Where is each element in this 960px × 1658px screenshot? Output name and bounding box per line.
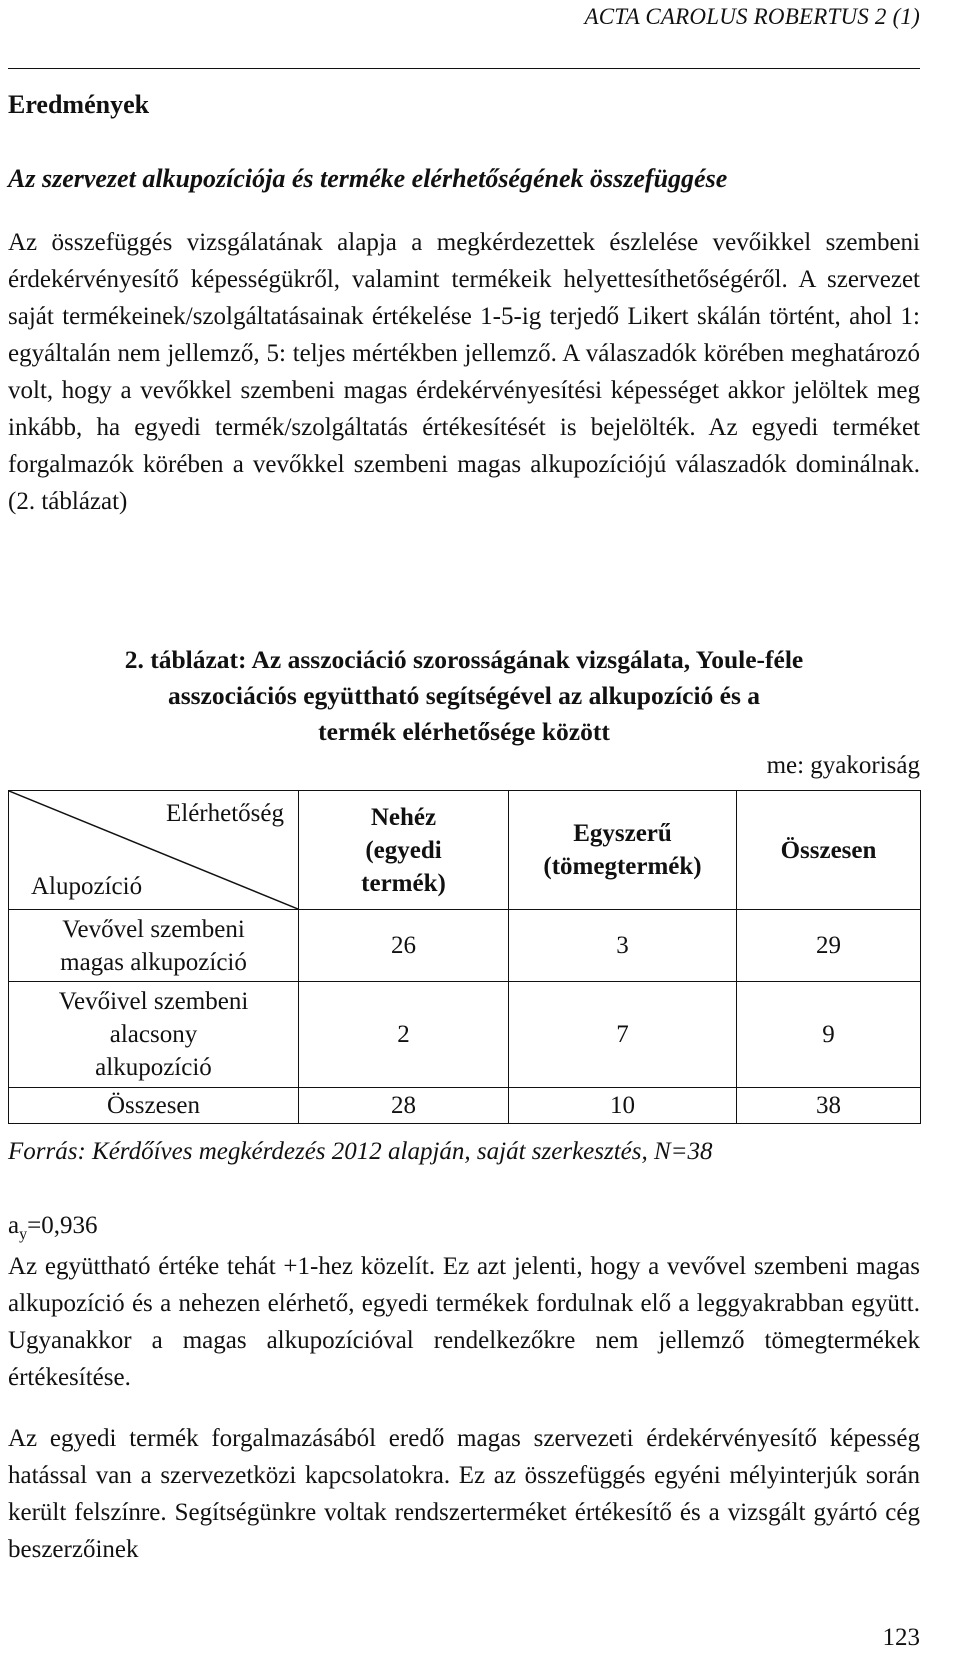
table-cell: 38 [737,1088,921,1124]
row-label [9,910,299,982]
row-label-line: alkupozíció [95,1054,212,1081]
table-cell: 7 [509,982,737,1088]
table-row [9,982,921,1088]
row-label-line: Összesen [106,1092,201,1119]
running-head: ACTA CAROLUS ROBERTUS 2 (1) [584,4,920,29]
table-cell: 10 [509,1088,737,1124]
paragraph-interpretation: Az együttható értéke tehát +1-hez közelít. Ez azt jelenti, hogy a vevővel szembeni magas alkupozíció és a nehezen elérhető, egyedi termékek fordulnak elő a leggyakrabban együtt. Ugyanakkor a magas alkupozícióval rendelkezőkre nem jellemző tömegtermékek értékesítése. [8,1253,920,1391]
column-header-line: Egyszerű [573,820,672,847]
table-row [9,910,921,982]
table-cell: 28 [299,1088,509,1124]
table-corner-cell [9,791,299,910]
table-caption [8,642,920,750]
coefficient-value: =0,936 [27,1212,98,1239]
table-cell: 2 [299,982,509,1088]
page-number: 123 [882,1624,920,1651]
row-label-line: magas alkupozíció [60,948,247,976]
row-label-line: Vevővel szembeni [62,915,245,943]
section-heading: Eredmények [8,90,150,119]
table-caption-line: termék elérhetősége között [318,717,610,746]
table-caption-line: asszociációs együttható segítségével az alkupozíció és a [167,681,761,710]
table-cell: 26 [299,910,509,982]
coefficient-symbol: a [8,1212,20,1239]
subsection-heading: Az szervezet alkupozíciója és terméke elérhetőségének összefüggése [8,164,728,193]
column-header-total [737,791,921,910]
corner-label-bargaining: Alupozíció [31,873,143,900]
table-caption-line: 2. táblázat: Az asszociáció szorosságának vizsgálata, Youle-féle [124,645,804,674]
row-label-line: alacsony [109,1021,198,1048]
coefficient-subscript: y [19,1226,28,1243]
column-header-easy [509,791,737,910]
column-header-line: termék) [361,869,446,897]
table-header-row [9,791,921,910]
column-header-line: Nehéz [370,803,437,831]
column-header-line: (tömegtermék) [543,853,702,880]
column-header-line: (egyedi [365,836,442,864]
corner-label-availability: Elérhetőség [165,800,284,827]
column-header-hard [299,791,509,910]
yule-coefficient [8,1212,97,1244]
table-cell: 29 [737,910,921,982]
paragraph-intro: Az összefüggés vizsgálatának alapja a megkérdezettek észlelése vevőikkel szembeni érdekérvényesítő képességükről, valamint termékeik helyettesíthetőségéről. A szervezet saját termékeinek/szolgáltatásainak értékelése 1-5-ig terjedő Likert skálán történt, ahol 1: egyáltalán nem jellemző, 5: teljes mértékben jellemző. A válaszadók körében meghatározó volt, hogy a vevőkkel szembeni magas érdekérvényesítési képességet akkor jelöltek meg inkább, ha egyedi termék/szolgáltatás értékesítését is bejelölték. Az egyedi terméket forgalmazók körében a vevőkkel szembeni magas alkupozíciójú válaszadók dominálnak. (2. táblázat) [8,229,920,515]
column-header-line: Összesen [780,836,877,864]
document-page [8,0,920,1658]
paragraph-continuation: Az egyedi termék forgalmazásából eredő magas szervezeti érdekérvényesítő képesség hatással van a szervezetközi kapcsolatokra. Ez az összefüggés egyéni mélyinterjúk során került felszínre. Segítségünkre voltak rendszerterméket értékesítő és a vizsgált gyártó cég beszerzőinek [8,1425,920,1563]
row-label [9,1088,299,1124]
table-cell: 3 [509,910,737,982]
table-source-note: Forrás: Kérdőíves megkérdezés 2012 alapján, saját szerkesztés, N=38 [8,1138,713,1165]
row-label [9,982,299,1088]
unit-note: me: gyakoriság [766,752,920,779]
association-table [8,790,921,1124]
row-label-line: Vevőivel szembeni [58,988,249,1015]
table-cell: 9 [737,982,921,1088]
header-rule [8,68,920,69]
table-total-row [9,1088,921,1124]
